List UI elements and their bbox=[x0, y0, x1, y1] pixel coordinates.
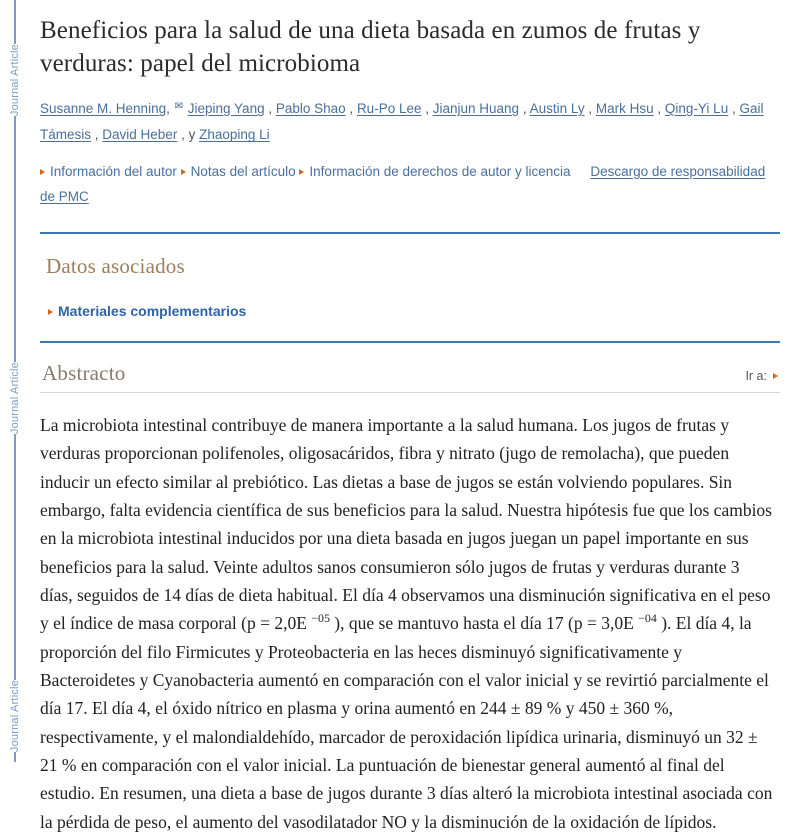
meta-link[interactable]: Descargo de responsabilidad de PMC bbox=[40, 163, 766, 205]
article-main-column bbox=[30, 0, 800, 832]
triangle-right-icon bbox=[40, 169, 45, 175]
author-link[interactable]: Mark Hsu bbox=[595, 101, 654, 116]
author-link[interactable]: Gail Támesis bbox=[40, 101, 764, 143]
author-link[interactable]: David Heber bbox=[102, 127, 178, 143]
rail-label: Journal Article bbox=[9, 679, 21, 752]
author-separator: , bbox=[421, 101, 433, 116]
abstract-rule-wrap bbox=[40, 392, 780, 393]
journal-article-rail-inner bbox=[0, 0, 30, 762]
author-link[interactable]: Qing-Yi Lu bbox=[664, 101, 729, 116]
page-title: Beneficios para la salud de una dieta basada en zumos de frutas y verduras: papel del microbioma bbox=[40, 17, 701, 77]
author-separator: , bbox=[166, 101, 174, 116]
triangle-right-icon bbox=[48, 309, 53, 315]
article-meta-links bbox=[40, 159, 780, 210]
triangle-right-icon bbox=[299, 169, 304, 175]
rail-line bbox=[14, 116, 16, 362]
triangle-right-icon bbox=[181, 169, 186, 175]
abstract-superscript: −05 bbox=[311, 611, 330, 626]
abstract-text: La microbiota intestinal contribuye de manera importante a la salud humana. Los jugos de frutas y verduras proporcionan polifenoles, oligosacáridos, fibra y nitrato (jugo de remolacha), que pueden inducir un efecto similar al prebiótico. Las dietas a base de jugos se están volviendo populares. Sin embargo, falta evidencia científica de sus beneficios para la salud. Nuestra hipótesis fue que los cambios en la microbiota intestinal inducidos por una dieta basada en jugos juegan un papel importante en sus beneficios para la salud. Veinte adultos sanos consumieron sólo jugos de frutas y verduras durante 3 días, seguidos de 14 días de dieta habitual. El día 4 observamos una disminución significativa en el peso y el índice de masa corporal (p = 2,0E $^{-05}$ ), que se mantuvo hasta el día 17 (p = 3,0E $^{-04}$ ). El día 4, la proporción del filo Firmicutes y Proteobacteria en las heces disminuyó significativamente y Bacteroidetes y Cyanobacteria aumentó en comparación con el valor inicial y se revirtió parcialmente el día 17. El día 4, el óxido nítrico en plasma y orina aumentó en 244 ± 89 % y 450 ± 360 %, respectivamente, y el malondialdehído, marcador de peroxidación lipídica urinaria, disminuyó un 32 ± 21 % en comparación con el valor inicial. La puntuación de bienestar general aumentó al final del estudio. En resumen, una dieta a base de jugos durante 3 días alteró la microbiota intestinal asociada con la pérdida de peso, el aumento del vasodilatador NO y la disminución de la oxidación de lípidos. bbox=[40, 414, 773, 832]
associated-data-section bbox=[40, 232, 780, 343]
author-link[interactable]: Ru-Po Lee bbox=[356, 101, 422, 116]
associated-data-heading: Datos asociados bbox=[46, 253, 185, 278]
abstract-divider bbox=[40, 392, 780, 393]
author-link[interactable]: Austin Ly bbox=[529, 101, 585, 116]
author-separator: , bbox=[728, 101, 740, 116]
meta-link[interactable]: Información del autor bbox=[50, 163, 177, 179]
author-separator: , bbox=[653, 101, 665, 116]
abstract-header bbox=[40, 343, 780, 392]
author-separator: , bbox=[345, 101, 357, 116]
author-link[interactable]: Susanne M. Henning bbox=[40, 101, 167, 116]
goto-control[interactable] bbox=[745, 369, 778, 383]
abstract-superscript: −04 bbox=[638, 611, 657, 626]
rail-label: Journal Article bbox=[9, 361, 21, 435]
journal-article-rail bbox=[0, 0, 30, 762]
associated-data-top-rule bbox=[40, 232, 780, 234]
author-link[interactable]: Jieping Yang bbox=[187, 101, 265, 116]
chevron-right-icon bbox=[773, 373, 778, 379]
author-link[interactable]: Zhaoping Li bbox=[199, 127, 270, 143]
rail-label: Journal Article bbox=[9, 44, 21, 117]
author-separator: , bbox=[584, 101, 596, 116]
envelope-icon[interactable]: ✉ bbox=[174, 101, 183, 112]
author-link[interactable]: Jianjun Huang bbox=[432, 101, 520, 116]
author-link[interactable]: Pablo Shao bbox=[275, 101, 346, 116]
meta-link[interactable]: Información de derechos de autor y licencia bbox=[309, 163, 571, 179]
author-list bbox=[40, 96, 780, 149]
author-separator: , y bbox=[177, 127, 200, 143]
rail-line bbox=[14, 434, 16, 680]
abstract-heading: Abstracto bbox=[42, 360, 126, 385]
associated-data-top-rule-wrap bbox=[40, 232, 780, 234]
rail-line bbox=[14, 0, 16, 44]
meta-link[interactable]: Notas del artículo bbox=[190, 163, 296, 179]
author-separator: , bbox=[91, 127, 103, 143]
author-separator: , bbox=[519, 101, 530, 116]
author-separator: , bbox=[264, 101, 276, 116]
rail-line bbox=[14, 752, 16, 762]
supplementary-materials-link[interactable]: Materiales complementarios bbox=[58, 302, 247, 319]
supplementary-materials-link-row[interactable] bbox=[48, 303, 780, 319]
goto-label: Ir a: bbox=[745, 368, 767, 383]
